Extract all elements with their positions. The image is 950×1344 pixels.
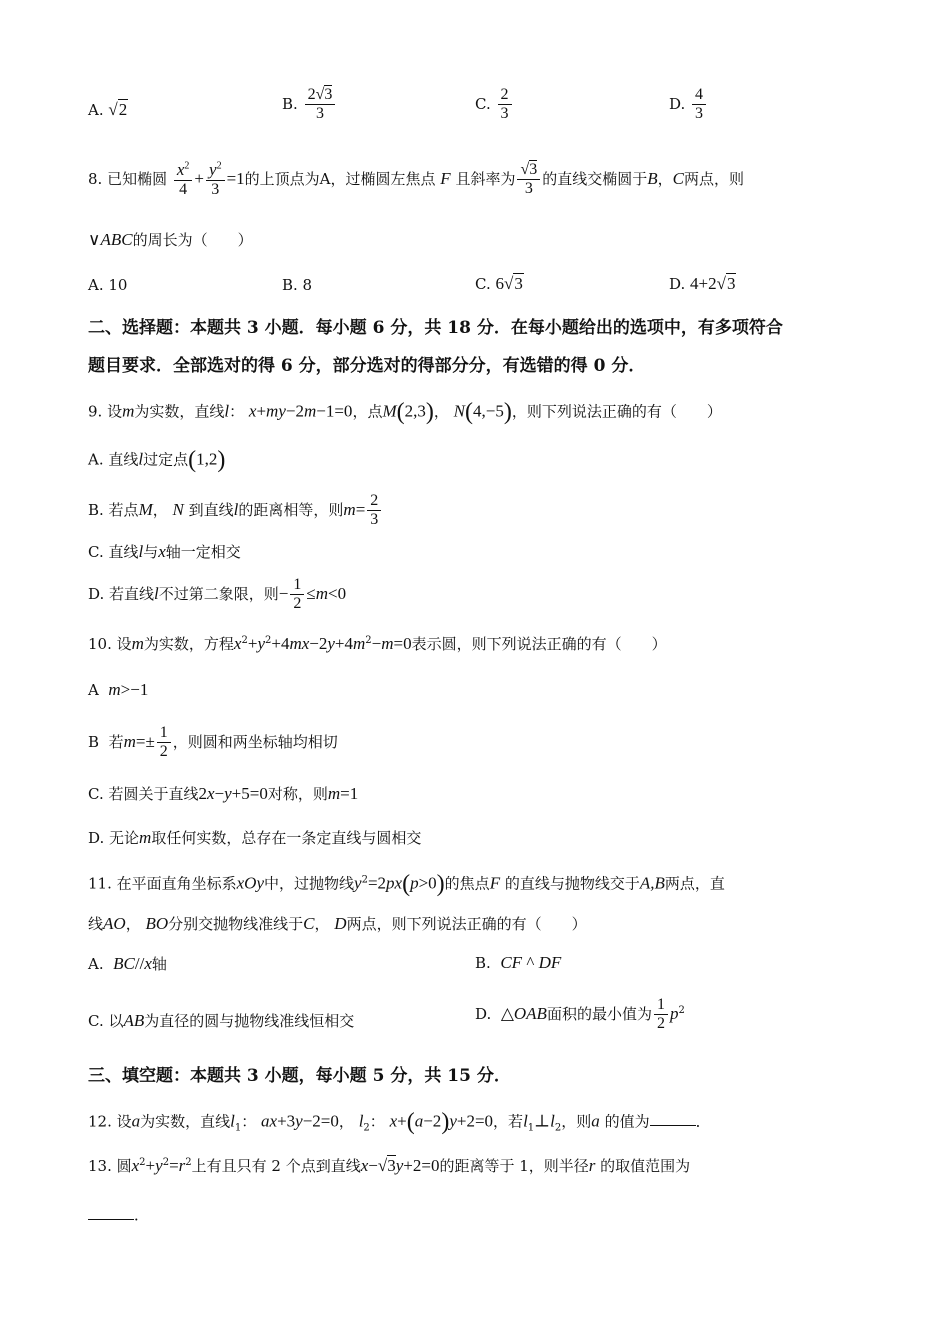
q10-option-b: B 若m=± $\frac{1}{2}$ ，则圆和两坐标轴均相切	[88, 724, 338, 761]
q8-slope: $\frac{√3}{3}$	[517, 161, 540, 199]
q11-text-4: 的直线与抛物线交于	[504, 874, 640, 893]
q11-option-d-label: D.	[475, 1004, 492, 1023]
q8-option-c	[475, 274, 524, 294]
q10-option-c-text2: 对称，则	[267, 785, 328, 803]
q8-option-d-label: D.	[669, 275, 686, 293]
q9-option-c-text3: 轴一定相交	[165, 543, 241, 561]
q12-text-5: 的值为	[604, 1112, 650, 1131]
q11-text-5: 两点，直	[664, 874, 725, 893]
q12-text-3: ，若	[493, 1112, 524, 1131]
q13-text-3: 的距离等于 1，则半径	[439, 1157, 589, 1175]
q7-option-d-label: D.	[669, 94, 686, 113]
q11-text-l2c: 两点，则下列说法正确的有（ ）	[346, 915, 587, 933]
q11-text-l2a: 线	[88, 915, 104, 933]
q8-text-line2: 的周长为（ ）	[132, 231, 253, 249]
q12-end: ．	[695, 1112, 711, 1131]
q11-option-a: A. BC//x轴	[88, 954, 167, 973]
q9-stem: 9. 设m为实数，直线l： x+my−2m−1=0，点M(2,3)， N(4,−5)，则下列说法正确的有（ ）	[88, 399, 722, 425]
q8-option-d-math: 4+2√3	[690, 274, 736, 293]
q9-text-1: 9. 设	[88, 402, 123, 421]
q11-option-c: C. 以AB为直径的圆与抛物线准线恒相交	[88, 1011, 355, 1030]
q9-option-b-text: B. 若点	[88, 500, 139, 519]
section2-heading-line2: 题目要求．全部选对的得 6 分，部分选对的得部分分，有选错的得 0 分．	[88, 356, 646, 376]
q8-option-b: B. 8	[282, 276, 313, 294]
q11-text-1: 11. 在平面直角坐标系	[88, 874, 237, 893]
q10-text-1: 10. 设	[88, 635, 132, 653]
q9-option-a: A. 直线l过定点(1,2)	[88, 447, 226, 473]
q9-option-b: B. 若点M， N 到直线l的距离相等，则m= $\frac{2}{3}$	[88, 492, 383, 530]
q13-text-2: 上有且只有 2 个点到直线	[191, 1157, 361, 1175]
q8-text-4: 两点，则	[684, 169, 745, 188]
q11-text-l2b: 分别交抛物线准线于	[168, 915, 304, 933]
q9-option-d-text: D. 若直线	[88, 584, 155, 603]
q10-option-b-text: 若	[108, 732, 124, 751]
q10-option-b-text2: ，则圆和两坐标轴均相切	[172, 732, 338, 751]
q12-answer-blank[interactable]	[650, 1125, 696, 1126]
q10-stem: 10. 设m为实数，方程$x^2+y^2+4mx-2y+4m^2-m=0$表示圆，则下列说法正确的有（ ）	[88, 634, 667, 653]
q11-option-a-label: A.	[88, 955, 104, 973]
q7-option-d-math: $\frac{4}{3}$	[692, 86, 706, 124]
q13-answer-line	[88, 1206, 149, 1224]
q11-option-c-text: C. 以	[88, 1012, 124, 1030]
q11-stem-line2: 线AO， BO分别交抛物线准线于C， D两点，则下列说法正确的有（ ）	[88, 914, 587, 933]
q11-text-3: 的焦点	[444, 874, 490, 893]
q13-text-4: 的取值范围为	[600, 1157, 691, 1175]
q9-option-c-text2: 与	[143, 543, 159, 561]
q12-stem: 12. 设a为实数，直线$l_1$： ax+3y−2=0， $l_2$： x+(a−2)y+2=0，若$l_1\perp l_2$，则a 的值为 ．	[88, 1109, 711, 1135]
q7-option-a	[88, 100, 128, 120]
q8-text-2: 且斜率为	[455, 169, 516, 188]
q8-text-3: 的直线交椭圆于	[542, 169, 648, 188]
q7-option-c-label: C.	[475, 94, 491, 113]
q7-option-b-label: B.	[282, 94, 298, 113]
q7-option-c-math: $\frac{2}{3}$	[498, 86, 512, 124]
q10-option-d-text2: 取任何实数，总存在一条定直线与圆相交	[151, 829, 422, 847]
q12-text-2: 为实数，直线	[140, 1112, 231, 1131]
q7-option-a-label: A.	[88, 101, 104, 119]
q8-stem-line1: 8. 已知椭圆 $\frac{x^2}{4}$ + $\frac{y^2}{3}$ =1的上顶点为A，过椭圆左焦点 F 且斜率为 $\frac{√3}{3}$ 的直线交椭圆于B，C两点，则	[88, 160, 745, 199]
q13-text-1: 13. 圆	[88, 1157, 132, 1175]
q10-option-b-label: B	[88, 732, 100, 751]
q7-option-c	[475, 86, 514, 124]
q8-frac-y: $\frac{y^2}{3}$	[206, 160, 225, 200]
q10-option-d-text: D. 无论	[88, 829, 140, 847]
section2-heading-line1: 二、选择题：本题共 3 小题．每小题 6 分，共 18 分．在每小题给出的选项中，有多项符合	[88, 318, 783, 338]
q7-option-b-math: $\frac{2√3}{3}$	[305, 86, 336, 124]
q9-text-4: ，则下列说法正确的有（ ）	[511, 402, 722, 421]
q10-option-a-label: A	[88, 681, 99, 699]
q7-option-a-math: √2	[108, 100, 128, 119]
q9-text-2: 为实数，直线	[134, 402, 225, 421]
q11-option-a-text: 轴	[151, 955, 167, 973]
section3-heading: 三、填空题：本题共 3 小题，每小题 5 分，共 15 分．	[88, 1066, 511, 1086]
q9-option-c: C. 直线l与x轴一定相交	[88, 542, 241, 561]
q10-option-c-text: C. 若圆关于直线	[88, 785, 199, 803]
q11-option-c-text2: 为直径的圆与抛物线准线恒相交	[144, 1012, 355, 1030]
q9-option-a-text: A. 直线	[88, 450, 139, 469]
q13-stem: 13. 圆$x^2+y^2=r^2$上有且只有 2 个点到直线x−√3y+2=0的距离等于 1，则半径r 的取值范围为	[88, 1156, 691, 1175]
q13-answer-blank[interactable]	[88, 1219, 134, 1220]
q11-option-b: B. CF ^ DF	[475, 953, 562, 972]
q13-end: ．	[134, 1206, 150, 1224]
q7-option-d	[669, 86, 708, 124]
q8-option-c-math: 6√3	[495, 274, 523, 293]
q8-stem-line2: ∨ABC的周长为（ ）	[88, 230, 253, 249]
q9-option-c-text: C. 直线	[88, 543, 139, 561]
q10-option-a: A m>−1	[88, 680, 149, 699]
q8-option-a: A. 10	[88, 276, 128, 294]
q10-option-c: C. 若圆关于直线2x−y+5=0对称，则m=1	[88, 784, 359, 803]
q12-text-1: 12. 设	[88, 1112, 132, 1131]
q10-option-d: D. 无论m取任何实数，总存在一条定直线与圆相交	[88, 828, 422, 847]
q8-option-d	[669, 274, 736, 294]
q11-stem-line1: 11. 在平面直角坐标系xOy中，过抛物线$y^2=2px(p>0)$的焦点F 的直线与抛物线交于A,B两点，直	[88, 871, 725, 897]
q8-text-1: 的上顶点为A，过椭圆左焦点	[244, 169, 436, 188]
q11-option-d: D. △OAB面积的最小值为 $\frac{1}{2}$ $p^2$	[475, 996, 685, 1033]
q8-number: 8. 已知椭圆	[88, 169, 168, 188]
q9-option-d: D. 若直线l不过第二象限，则− $\frac{1}{2}$ ≤m<0	[88, 576, 347, 613]
q10-text-3: 表示圆，则下列说法正确的有（ ）	[411, 635, 667, 653]
q9-option-b-text3: 的距离相等，则	[238, 500, 344, 519]
q9-option-a-text2: 过定点	[143, 450, 189, 469]
q11-option-b-label: B.	[475, 954, 491, 972]
q9-option-d-text2: 不过第二象限，则	[158, 584, 279, 603]
q11-text-2: 中，过抛物线	[264, 874, 355, 893]
q10-text-2: 为实数，方程	[143, 635, 234, 653]
q8-option-c-label: C.	[475, 275, 491, 293]
q8-frac-x: $\frac{x^2}{4}$	[174, 160, 193, 200]
q11-option-d-text: 面积的最小值为	[546, 1004, 652, 1023]
q9-option-b-text2: 到直线	[188, 500, 234, 519]
q12-text-4: ，则	[561, 1112, 592, 1131]
q7-option-b	[282, 86, 337, 124]
q9-text-3: ，点	[352, 402, 383, 421]
